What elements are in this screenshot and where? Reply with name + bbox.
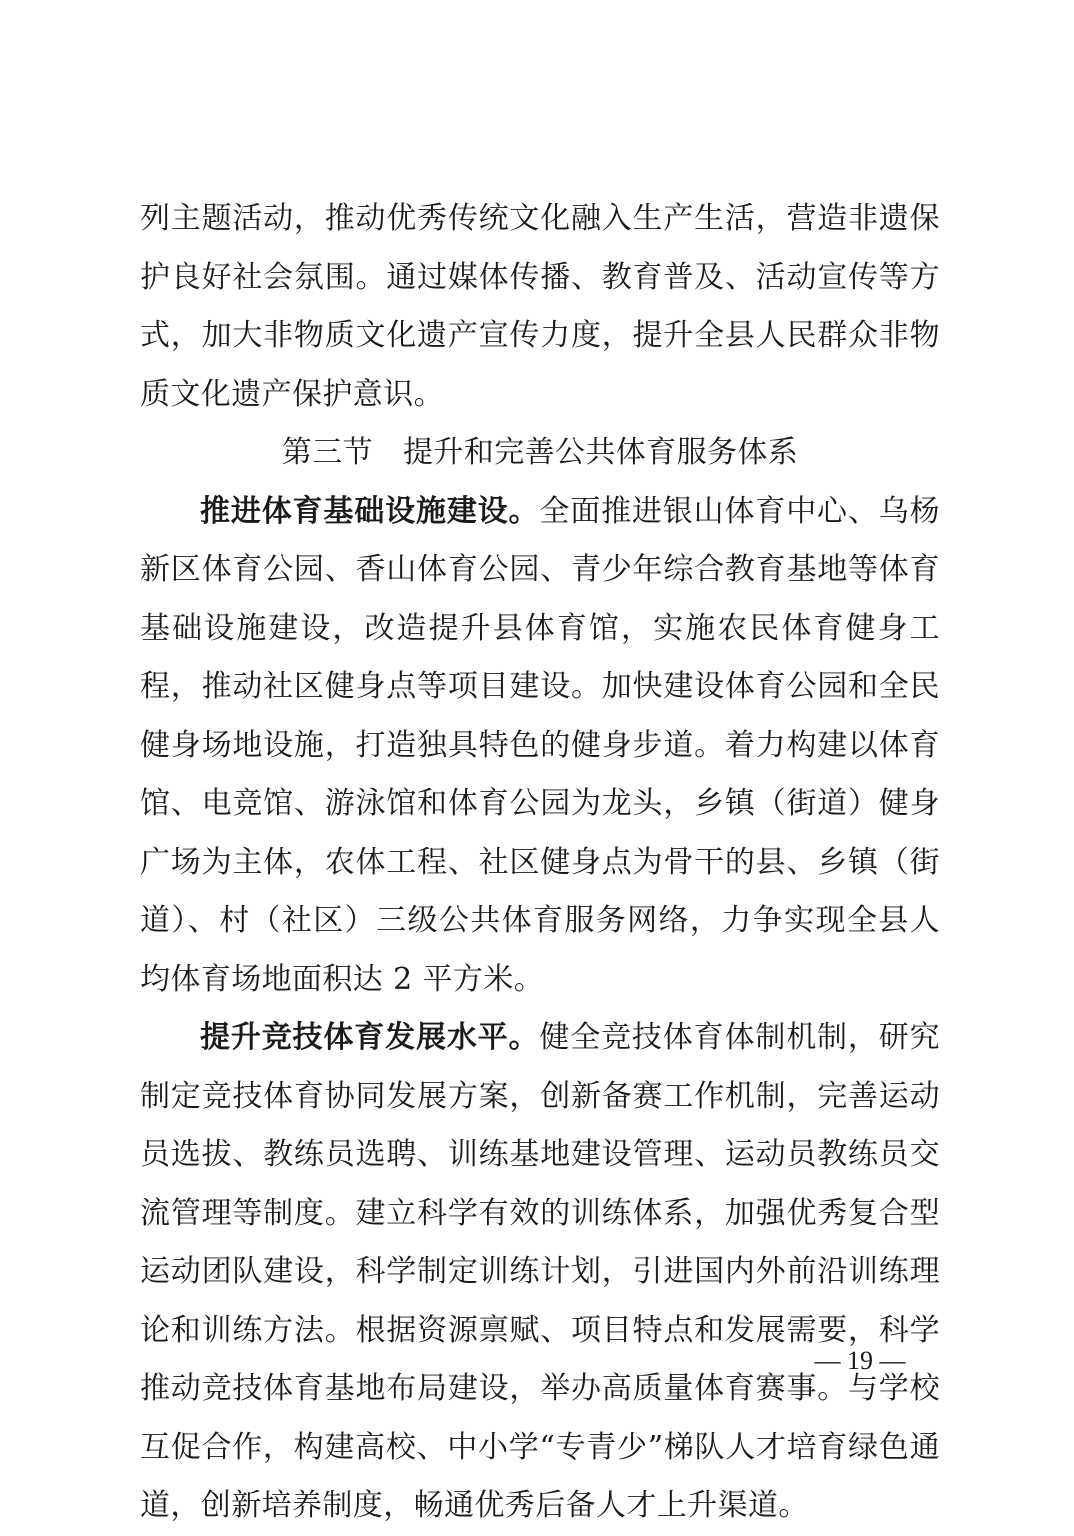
- paragraph-lead-heading: 提升竞技体育发展水平。: [200, 1020, 540, 1055]
- section-title: 提升和完善公共体育服务体系: [403, 435, 799, 470]
- page-number: — 19 —: [814, 1346, 906, 1375]
- document-page: [140, 190, 940, 1536]
- paragraph-lead-heading: 推进体育基础设施建设。: [200, 493, 540, 529]
- paragraph-text: 全面推进银山体育中心、乌杨新区体育公园、香山体育公园、青少年综合教育基地等体育基础设施建设，改造提升县体育馆，实施农民体育健身工程，推动社区健身点等项目建设。加快建设体育公园和全民健身场地设施，打造独具特色的健身步道。着力构建以体育馆、电竞馆、游泳馆和体育公园为龙头，乡镇（街道）健身广场为主体，农体工程、社区健身点为骨干的县、乡镇（街道）、村（社区）三级公共体育服务网络，力争实现全县人均体育场地面积达 2 平方米。: [140, 493, 940, 997]
- section-heading: [140, 424, 940, 483]
- paragraph-competitive-sports: [140, 1009, 940, 1536]
- paragraph-sports-facilities: [140, 483, 940, 1010]
- section-number: 第三节: [281, 435, 373, 470]
- paragraph-text: 列主题活动，推动优秀传统文化融入生产生活，营造非遗保护良好社会氛围。通过媒体传播、教育普及、活动宣传等方式，加大非物质文化遗产宣传力度，提升全县人民群众非物质文化遗产保护意识。: [140, 201, 940, 412]
- paragraph-text: 健全竞技体育体制机制，研究制定竞技体育协同发展方案，创新备赛工作机制，完善运动员选拔、教练员选聘、训练基地建设管理、运动员教练员交流管理等制度。建立科学有效的训练体系，加强优秀复合型运动团队建设，科学制定训练计划，引进国内外前沿训练理论和训练方法。根据资源禀赋、项目特点和发展需要，科学推动竞技体育基地布局建设，举办高质量体育赛事。与学校互促合作，构建高校、中小学“专青少”梯队人才培育绿色通道，创新培养制度，畅通优秀后备人才上升渠道。: [140, 1020, 940, 1523]
- paragraph-continued: [140, 190, 940, 424]
